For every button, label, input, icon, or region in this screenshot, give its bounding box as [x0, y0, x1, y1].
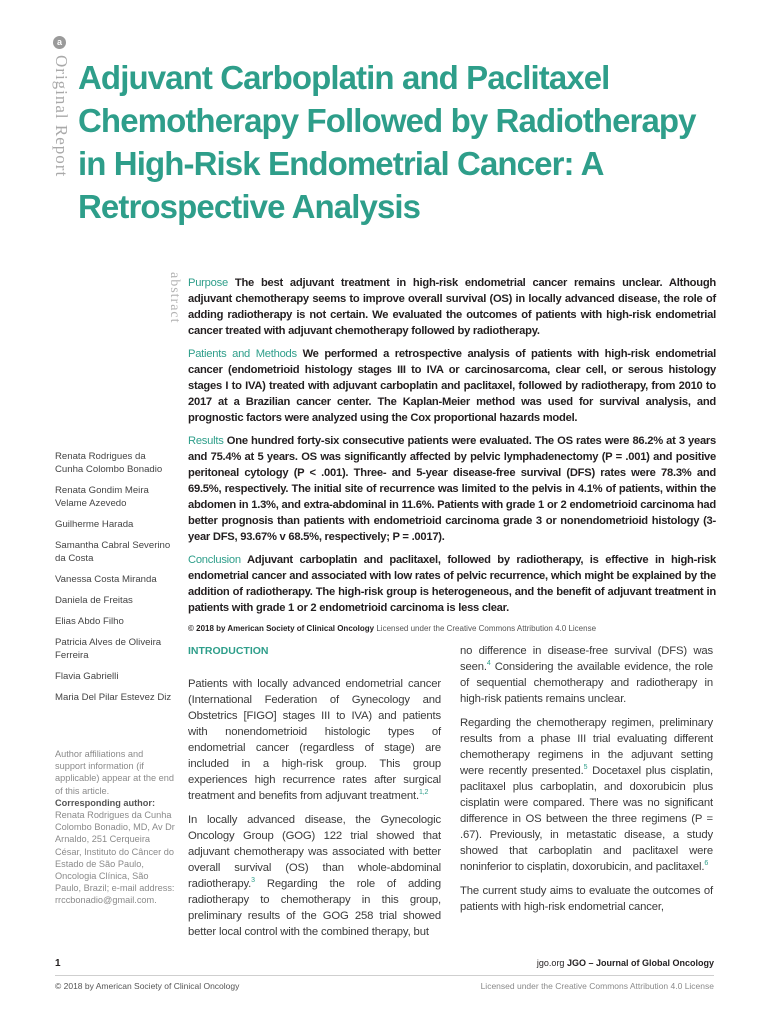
paragraph-text: Docetaxel plus cisplatin, paclitaxel plus carboplatin, and doxorubicin plus cisplatin were compared. There was no significant difference in OS between the three regimens (P = .67). Previously, in metastatic disease, a study showed that carboplatin and paclitaxel were noninferior to cisplatin, doxorubicin, and paclitaxel. [460, 765, 713, 873]
abstract-label: abstract [167, 272, 182, 324]
body-column-right [460, 643, 713, 923]
body-paragraph [460, 643, 713, 707]
corresponding-text: Renata Rodrigues da Cunha Colombo Bonadio, MD, Av Dr Arnaldo, 251 Cerqueira César, Instituto do Câncer do Estado de São Paulo, Oncologia Clínica, São Paulo, Brazil; e-mail address: rrccbonadio@gmail.com. [55, 810, 175, 906]
citation-ref[interactable]: 1,2 [418, 789, 429, 797]
journal-name [537, 958, 714, 968]
copyright-license: Licensed under the Creative Commons Attribution 4.0 License [376, 624, 597, 633]
body-paragraph: The current study aims to evaluate the outcomes of patients with high-risk endometrial cancer, [460, 885, 713, 913]
body-paragraph [460, 715, 713, 875]
article-title [78, 56, 728, 228]
affiliations-block [55, 748, 175, 907]
author-name: Renata Rodrigues da Cunha Colombo Bonadio [55, 451, 163, 475]
paragraph-text: Patients with locally advanced endometrial cancer (International Federation of Gynecology and Obstetrics [FIGO] stages III to IVA) and patients with nonendometrioid histologic types of endometrial cancer (regardless of stage) are included in a high-risk group. This group experiences high recurrence rates after surgical treatment and benefits from adjuvant treatment. [188, 678, 441, 802]
body-paragraph [188, 812, 441, 940]
author-name: Guilherme Harada [55, 519, 134, 530]
footer-copyright: © 2018 by American Society of Clinical Oncology [55, 981, 240, 991]
results-heading: Results [188, 435, 224, 447]
abstract-copyright [188, 623, 716, 634]
title-line: Retrospective Analysis [78, 188, 421, 225]
author-list [55, 450, 175, 712]
paragraph-text: no difference in disease-free survival (DFS) was seen. [460, 645, 713, 673]
footer-divider [55, 975, 714, 976]
abstract [188, 275, 716, 641]
page-number: 1 [55, 958, 61, 969]
author-name: Daniela de Freitas [55, 595, 133, 606]
corresponding-label: Corresponding author: [55, 797, 156, 808]
abstract-conclusion [188, 552, 716, 616]
purpose-heading: Purpose [188, 277, 228, 289]
methods-heading: Patients and Methods [188, 348, 297, 360]
affiliations-note: Author affiliations and support information (if applicable) appear at the end of this article. [55, 749, 175, 796]
footer-license: Licensed under the Creative Commons Attribution 4.0 License [480, 981, 714, 991]
section-label: Original Report [52, 55, 71, 178]
citation-ref[interactable]: 5 [583, 764, 588, 772]
author-name: Patricia Alves de Oliveira Ferreira [55, 637, 162, 661]
open-access-icon: a [53, 36, 66, 49]
conclusion-text: Adjuvant carboplatin and paclitaxel, followed by radiotherapy, is effective in high-risk endometrial cancer and associated with low rates of pelvic recurrence, which might be explained by the addition of radiotherapy. The high-risk group is heterogeneous, and the benefit of adjuvant treatment in patients with grade 1 or 2 endometrioid carcinoma is less clear. [188, 554, 716, 614]
title-line: Adjuvant Carboplatin and Paclitaxel [78, 59, 610, 96]
body-paragraph [188, 676, 441, 804]
abstract-purpose [188, 275, 716, 339]
paragraph-text: In locally advanced disease, the Gynecologic Oncology Group (GOG) 122 trial showed that adjuvant chemotherapy was associated with better overall survival (OS) than whole-abdominal radiotherapy. [188, 814, 441, 890]
author-name: Flavia Gabrielli [55, 671, 119, 682]
citation-ref[interactable]: 6 [704, 860, 709, 868]
abstract-results [188, 433, 716, 545]
body-column-left [188, 643, 441, 948]
title-line: Chemotherapy Followed by Radiotherapy [78, 102, 696, 139]
citation-ref[interactable]: 4 [486, 660, 491, 668]
paragraph-text: Regarding the chemotherapy regimen, preliminary results from a phase III trial evaluating different chemotherapy regimens in the adjuvant setting were recently presented. [460, 717, 713, 777]
paragraph-text: Considering the available evidence, the role of sequential chemotherapy and radiotherapy in high-risk patients remains unclear. [460, 661, 713, 705]
journal-url[interactable]: jgo.org [536, 958, 565, 968]
abstract-methods [188, 346, 716, 426]
copyright-holder: © 2018 by American Society of Clinical Oncology [188, 624, 375, 633]
title-line: in High-Risk Endometrial Cancer: A [78, 145, 604, 182]
author-name: Maria Del Pilar Estevez Diz [55, 692, 172, 703]
citation-ref[interactable]: 3 [251, 877, 255, 885]
author-name: Samantha Cabral Severino da Costa [55, 540, 171, 564]
journal-title: JGO – Journal of Global Oncology [566, 958, 714, 968]
author-name: Elias Abdo Filho [55, 616, 124, 627]
author-name: Renata Gondim Meira Velame Azevedo [55, 485, 149, 509]
purpose-text: The best adjuvant treatment in high-risk endometrial cancer remains unclear. Although adjuvant chemotherapy seems to improve overall survival (OS) in locally advanced disease, the role of adding radiotherapy is not certain. We evaluated the outcomes of patients with high-risk endometrial cancer treated with adjuvant chemotherapy followed by radiotherapy. [188, 277, 717, 337]
paragraph-text: Regarding the role of adding radiotherapy to chemotherapy in this group, preliminary results of the GOG 258 trial showed better local control with the combined therapy, but [188, 878, 441, 938]
results-text: One hundred forty-six consecutive patients were evaluated. The OS rates were 86.2% at 3 years and 75.4% at 5 years. OS was significantly affected by pelvic lymphadenectomy (P = .001) and positive peritoneal cytology (P < .001). Three- and 5-year disease-free survival (DFS) rates were 78.3% and 69.5%, respectively. The initial site of recurrence was limited to the pelvis in 4.1% of patients, within the abdomen in 1.3%, and extra-abdominal in 11.6%. Patients with grade 1 or 2 endometrioid carcinoma had better prognosis than patients with endometrioid carcinoma grade 3 or nonendometrioid histology (3-year DFS, 93.67% v 68.5%, respectively; P = .0017). [188, 435, 717, 543]
conclusion-heading: Conclusion [188, 554, 241, 566]
author-name: Vanessa Costa Miranda [55, 574, 157, 585]
section-heading: INTRODUCTION [188, 645, 269, 657]
methods-text: We performed a retrospective analysis of patients with high-risk endometrial cancer (endometrioid histology stages III to IVA or carcinosarcoma, clear cell, or serous histology stages I to IVA) treated with adjuvant carboplatin and paclitaxel, followed by radiotherapy, from 2010 to 2017 at a Brazilian cancer center. The Kaplan-Meier method was used for survival analysis, and prognostic factors were analyzed using the Cox proportional hazards model. [188, 348, 717, 424]
